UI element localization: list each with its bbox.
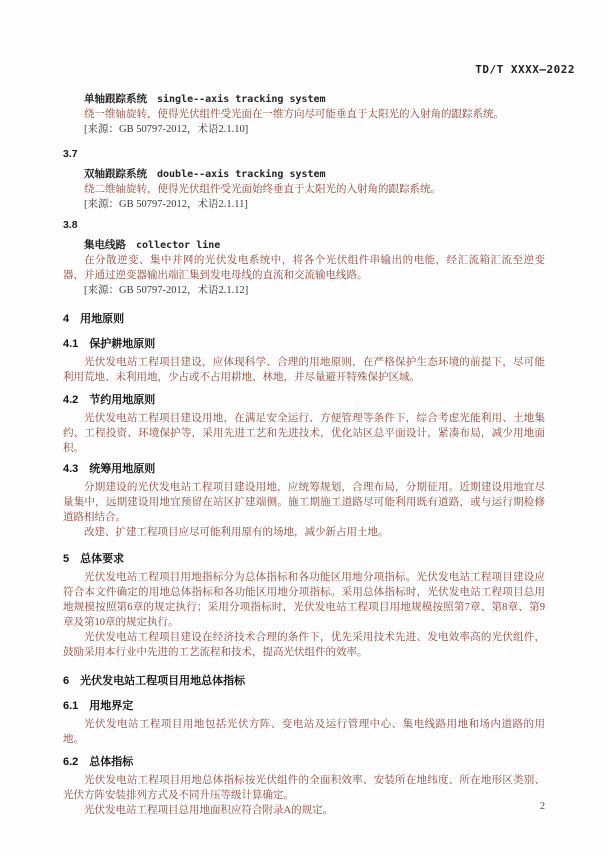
section-4-3-paragraph-2: 改建、扩建工程项目应尽可能利用原有的场地，减少新占用土地。: [84, 527, 389, 538]
section-title: 光伏发电站工程项目用地总体指标: [80, 675, 246, 687]
section-4-1-paragraph: 光伏发电站工程项目建设，应体现科学、合理的用地原则，在严格保护生态环境的前提下，尽可能利用荒地、未利用地，少占或不占用耕地、林地，并尽量避开特殊保护区域。: [63, 357, 545, 383]
term-title: [63, 167, 545, 182]
section-number: 4.1: [63, 338, 79, 350]
section-number: 6.2: [63, 756, 79, 768]
section-title: 节约用地原则: [89, 394, 156, 406]
term-en: single--axis tracking system: [157, 94, 326, 105]
section-number: 6: [63, 675, 70, 687]
term-definition: 绕一维轴旋转，使得光伏组件受光面在一维方向尽可能垂直于太阳光的入射角的跟踪系统。: [84, 109, 504, 120]
term-zh: 集电线路: [84, 239, 126, 251]
section-5-heading: [63, 552, 545, 567]
term-source-reference: [来源：GB 50797-2012，术语2.1.11]: [84, 199, 248, 210]
section-6-heading: [63, 674, 545, 689]
section-number: 4.2: [63, 394, 79, 406]
section-4-1-heading: [63, 337, 545, 352]
section-title: 总体指标: [89, 756, 134, 768]
section-number: 5: [63, 553, 70, 565]
section-6-1-heading: [63, 699, 545, 714]
page-number: 2: [540, 801, 545, 812]
section-6-2-paragraph-2: 光伏发电站工程项目总用地面积应符合附录A的规定。: [84, 805, 334, 816]
section-title: 保护耕地原则: [89, 338, 156, 350]
term-en: double--axis tracking system: [157, 169, 326, 180]
section-title: 统筹用地原则: [89, 463, 156, 475]
clause-number-3-8: 3.8: [63, 219, 78, 231]
term-en: collector line: [136, 240, 221, 251]
section-4-2-paragraph: 光伏发电站工程项目建设用地，在满足安全运行、方便管理等条件下，综合考虑光能利用、土地集约、工程投资、环境保护等，采用先进工艺和先进技术，优化站区总平面设计，紧凑布局，减少用地面积。: [63, 413, 545, 454]
term-definition: 绕二维轴旋转，使得光伏组件受光面始终垂直于太阳光的入射角的跟踪系统。: [84, 184, 441, 195]
term-zh: 双轴跟踪系统: [84, 168, 147, 180]
section-6-1-paragraph: 光伏发电站工程项目用地包括光伏方阵、变电站及运行管理中心、集电线路用地和场内道路的用地。: [63, 719, 545, 745]
term-title: [63, 92, 545, 107]
section-number: 4.3: [63, 463, 79, 475]
section-4-heading: [63, 312, 545, 327]
term-source-reference: [来源：GB 50797-2012，术语2.1.12]: [84, 285, 249, 296]
term-block-double-axis-tracking-system: [63, 167, 545, 212]
doc-standard-number: TD/T XXXX—2022: [475, 63, 575, 76]
section-4-2-heading: [63, 393, 545, 408]
section-title: 用地原则: [80, 313, 125, 325]
section-6-2-heading: [63, 755, 545, 770]
page-content: [0, 77, 609, 818]
term-title: [63, 238, 545, 253]
section-6-2-paragraph-1: 光伏发电站工程项目用地总体指标按光伏组件的全面积效率、安装所在地纬度、所在地形区类别、光伏方阵安装排列方式及不同升压等级计算确定。: [63, 775, 545, 801]
section-4-3-paragraph-1: 分期建设的光伏发电站工程项目建设用地，应统筹规划，合理布局，分期征用。近期建设用地宜尽量集中，远期建设用地宜预留在站区扩建端侧。施工期施工道路尽可能利用既有道路，或与运行期检修道路相结合。: [63, 482, 545, 523]
term-zh: 单轴跟踪系统: [84, 93, 147, 105]
section-4-3-heading: [63, 462, 545, 477]
term-block-single-axis-tracking-system: [63, 92, 545, 137]
section-title: 用地界定: [89, 700, 134, 712]
term-source-reference: [来源：GB 50797-2012，术语2.1.10]: [84, 124, 249, 135]
section-number: 4: [63, 313, 70, 325]
term-definition: 在分散逆变、集中并网的光伏发电系统中，将各个光伏组件串输出的电能，经汇流箱汇流至逆变器，并通过逆变器输出端汇集到发电母线的直流和交流输电线路。: [63, 255, 545, 281]
section-number: 6.1: [63, 700, 79, 712]
clause-number-3-7: 3.7: [63, 148, 78, 160]
section-5-paragraph-2: 光伏发电站工程项目建设在经济技术合理的条件下，优先采用技术先进、发电效率高的光伏组件，鼓励采用本行业中先进的工艺流程和技术，提高光伏组件的效率。: [63, 632, 545, 658]
section-5-paragraph-1: 光伏发电站工程项目用地指标分为总体指标和各功能区用地分项指标。光伏发电站工程项目建设应符合本文件确定的用地总体指标和各功能区用地分项指标。采用总体指标时，光伏发电站工程项目总用地规模按照第6章的规定执行；采用分项指标时，光伏发电站工程项目用地规模按照第7章、第8章、第9章及第10章的规定执行。: [63, 572, 545, 628]
term-block-collector-line: [63, 238, 545, 298]
section-title: 总体要求: [80, 553, 125, 565]
